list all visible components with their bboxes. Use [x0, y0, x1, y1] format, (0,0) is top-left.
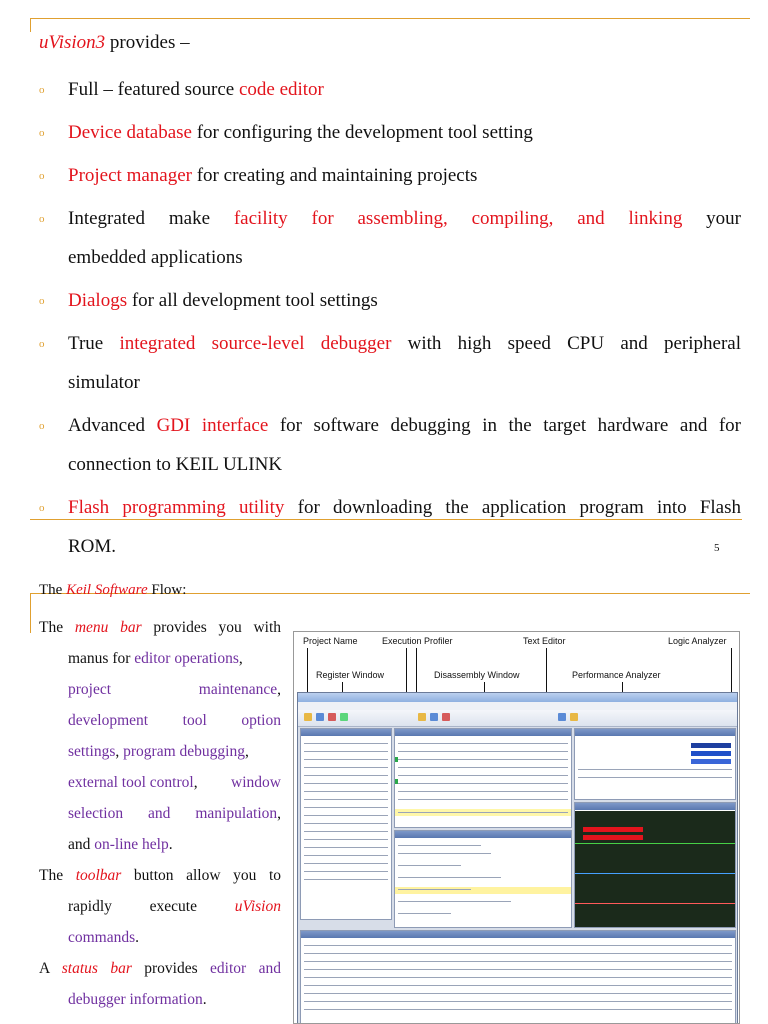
menu-bar-line-5: settings, program debugging, — [68, 743, 249, 760]
toolbar-icon — [304, 713, 312, 721]
feature-text: with high speed CPU and peripheral — [391, 333, 741, 354]
uvision-ide-screenshot — [293, 631, 740, 1024]
flow-heading-prefix: The — [39, 582, 67, 598]
feature-text: Integrated make — [68, 208, 234, 229]
toolbar-line-1: The toolbar button allow you to — [39, 867, 281, 884]
feature-text: embedded applications — [68, 247, 243, 268]
feature-item — [39, 488, 741, 566]
feature-item-line — [68, 199, 741, 238]
feature-item-line — [68, 363, 741, 402]
feature-item — [39, 281, 741, 320]
page-number: 5 — [714, 542, 720, 554]
flow-description — [39, 612, 281, 1015]
register-pane — [300, 728, 392, 920]
bullet-icon: o — [39, 213, 45, 225]
bullet-icon: o — [39, 420, 45, 432]
menu-bar-line-4: development tool option — [68, 712, 281, 729]
feature-keyword: integrated source-level debugger — [119, 333, 392, 354]
bullet-icon: o — [39, 170, 45, 182]
menu-bar-line-1: The menu bar provides you with — [39, 619, 281, 636]
menu-bar-line-2: manus for editor operations, — [68, 650, 243, 667]
feature-text: ROM. — [68, 536, 117, 557]
feature-text: your — [682, 208, 741, 229]
feature-item — [39, 199, 741, 277]
toolbar-icon — [328, 713, 336, 721]
menu-bar-keyword: menu bar — [74, 619, 142, 636]
text-editor-pane — [394, 830, 572, 928]
title-product-name: uVision3 — [39, 32, 106, 53]
label-logic-analyzer: Logic Analyzer — [668, 636, 727, 646]
top-slide-side-rule — [30, 18, 31, 32]
toolbar-keyword: toolbar — [75, 867, 122, 884]
label-disassembly-window: Disassembly Window — [434, 670, 520, 680]
feature-keyword: GDI interface — [156, 415, 269, 436]
menu-bar-line-6: external tool control, window — [68, 774, 281, 791]
label-text-editor: Text Editor — [523, 636, 566, 646]
flow-heading-keyword: Keil Software — [66, 582, 148, 598]
toolbar-line-2: rapidly execute uVision — [68, 898, 281, 915]
feature-keyword: code editor — [238, 79, 324, 100]
feature-text: for all development tool settings — [127, 290, 378, 311]
flow-heading-suffix: Flow: — [147, 582, 187, 598]
flow-slide-side-rule — [30, 593, 31, 633]
feature-keyword: Flash programming utility — [68, 497, 285, 518]
feature-item-line — [68, 113, 741, 152]
title-rest: provides – — [105, 32, 190, 53]
menu-bar-line-8: and on-line help. — [68, 836, 173, 853]
bullet-icon: o — [39, 295, 45, 307]
status-bar-line-2: debugger information. — [68, 991, 207, 1008]
bullet-icon: o — [39, 127, 45, 139]
feature-item — [39, 406, 741, 484]
ide-toolbar — [298, 710, 737, 727]
flow-heading — [39, 582, 186, 599]
top-slide-rule — [30, 18, 750, 19]
toolbar-icon — [340, 713, 348, 721]
menu-bar-line-3: project maintenance, — [68, 681, 281, 698]
feature-keyword: Project manager — [68, 165, 192, 186]
feature-keyword: Device database — [68, 122, 192, 143]
menu-bar-line-7: selection and manipulation, — [68, 805, 281, 822]
toolbar-line-3: commands. — [68, 929, 140, 946]
feature-item-line — [68, 488, 741, 527]
bullet-icon: o — [39, 502, 45, 514]
toolbar-icon — [418, 713, 426, 721]
feature-item-line — [68, 406, 741, 445]
bullet-icon: o — [39, 84, 45, 96]
feature-text: for creating and maintaining projects — [191, 165, 478, 186]
feature-item-line — [68, 324, 741, 363]
ide-window — [297, 692, 738, 1024]
bullet-icon: o — [39, 338, 45, 350]
feature-item-line — [68, 70, 741, 109]
ide-title-bar — [298, 693, 737, 702]
label-performance-analyzer: Performance Analyzer — [572, 670, 661, 680]
feature-item — [39, 113, 741, 152]
ide-menu-bar — [298, 702, 737, 710]
feature-item — [39, 324, 741, 402]
feature-text: for downloading the application program into Flash — [284, 497, 741, 518]
label-execution-profiler: Execution Profiler — [382, 636, 453, 646]
feature-list — [39, 70, 741, 570]
feature-item-line — [68, 527, 741, 566]
disassembly-pane — [394, 728, 572, 828]
feature-text: for software debugging in the target hardware and for — [268, 415, 741, 436]
toolbar-icon — [570, 713, 578, 721]
feature-text: Advanced — [68, 415, 157, 436]
logic-analyzer-pane — [574, 802, 736, 928]
feature-keyword: Dialogs — [68, 290, 128, 311]
feature-text: simulator — [68, 372, 140, 393]
toolbar-icon — [558, 713, 566, 721]
feature-text: for configuring the development tool setting — [191, 122, 533, 143]
status-bar-line-1: A status bar provides editor and — [39, 960, 281, 977]
feature-keyword: facility for assembling, compiling, and linking — [233, 208, 683, 229]
label-project-name: Project Name — [303, 636, 358, 646]
feature-item-line — [68, 156, 741, 195]
leader-line — [307, 648, 308, 694]
label-register-window: Register Window — [316, 670, 385, 680]
output-pane — [300, 930, 736, 1024]
feature-item-line — [68, 238, 741, 277]
feature-text: True — [68, 333, 120, 354]
performance-analyzer-pane — [574, 728, 736, 800]
feature-text: Full – featured source — [68, 79, 239, 100]
toolbar-icon — [316, 713, 324, 721]
status-bar-keyword: status bar — [61, 960, 132, 977]
toolbar-icon — [430, 713, 438, 721]
toolbar-icon — [442, 713, 450, 721]
page-title — [39, 32, 190, 54]
feature-text: connection to KEIL ULINK — [68, 454, 283, 475]
feature-item-line — [68, 281, 741, 320]
feature-item-line — [68, 445, 741, 484]
feature-item — [39, 156, 741, 195]
feature-item — [39, 70, 741, 109]
